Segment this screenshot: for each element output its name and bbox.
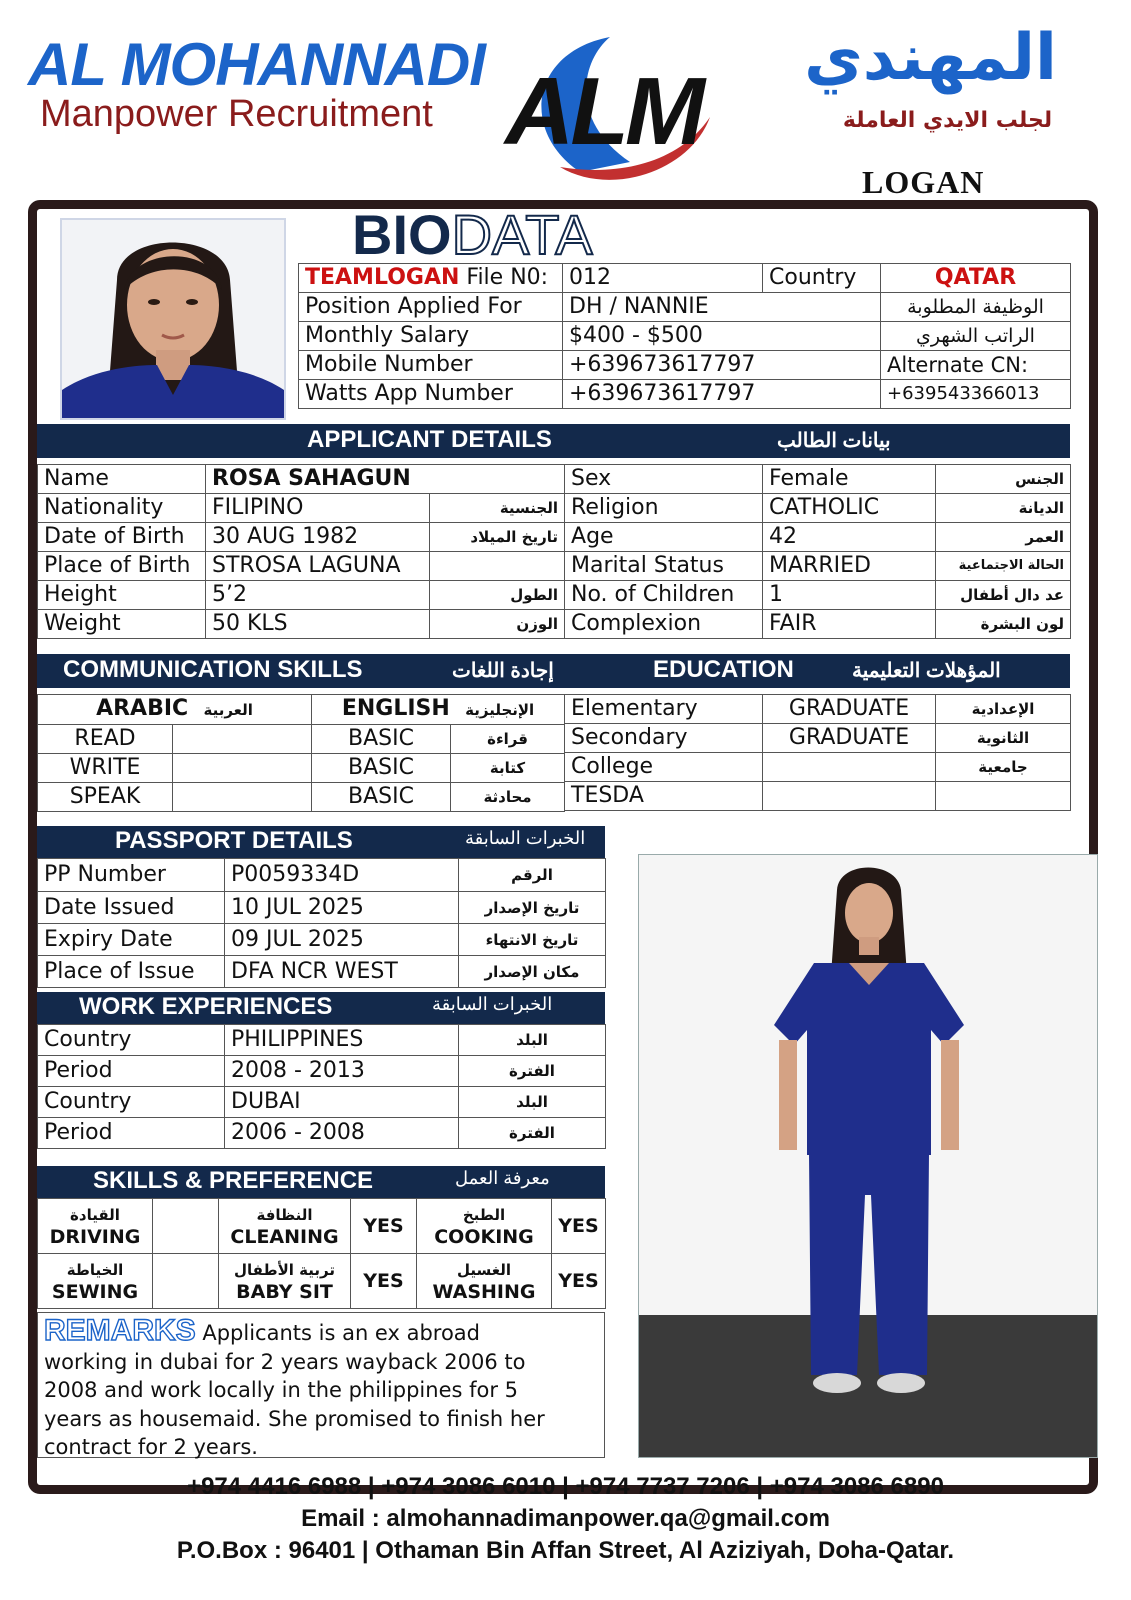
complexion-label-ar: لون البشرة: [936, 610, 1071, 639]
age-value: 42: [763, 523, 936, 552]
name-label: Name: [38, 465, 206, 494]
weight-label: Weight: [38, 610, 206, 639]
applicant-headshot: [60, 218, 286, 420]
read-english-level: BASIC: [312, 725, 451, 754]
passport-field-label: Date Issued: [38, 892, 225, 924]
position-value: DH / NANNIE: [563, 293, 881, 322]
education-level: Secondary: [565, 724, 763, 753]
skill-sewing: الخياطة SEWING: [38, 1254, 153, 1309]
skills-bar: [37, 1166, 605, 1198]
passport-details-bar: [37, 826, 605, 858]
skill-babysit: تربية الأطفال BABY SIT: [219, 1254, 351, 1309]
communication-title-ar: إجادة اللغات: [452, 660, 554, 682]
passport-field-label-ar: الرقم: [459, 859, 606, 892]
salary-value: $400 - $500: [563, 322, 881, 351]
biodata-title: BIODATA: [352, 203, 593, 266]
dob-label: Date of Birth: [38, 523, 206, 552]
work-table: [37, 1024, 606, 1149]
company-tagline-en: Manpower Recruitment: [40, 93, 433, 135]
pob-value: STROSA LAGUNA: [206, 552, 430, 581]
education-level: TESDA: [565, 782, 763, 811]
sex-label-ar: الجنس: [936, 465, 1071, 494]
religion-label-ar: الديانة: [936, 494, 1071, 523]
education-table: [564, 694, 1071, 811]
marital-value: MARRIED: [763, 552, 936, 581]
footer-address: P.O.Box : 96401 | Othaman Bin Affan Street, Al Aziziyah, Doha-Qatar.: [176, 1537, 955, 1564]
position-label-ar: الوظيفة المطلوبة: [881, 293, 1071, 322]
passport-number: P0059334D: [225, 859, 459, 892]
arabic-header: ARABIC العربية: [38, 695, 312, 725]
passport-field-label: PP Number: [38, 859, 225, 892]
communication-title: COMMUNICATION SKILLS: [63, 656, 363, 683]
work-field-label: Country: [38, 1087, 225, 1118]
complexion-label: Complexion: [565, 610, 763, 639]
passport-field-label-ar: تاريخ الانتهاء: [459, 924, 606, 956]
position-table: [298, 263, 1071, 409]
nationality-value: FILIPINO: [206, 494, 430, 523]
remarks-line: contract for 2 years.: [44, 1435, 258, 1459]
country-value: QATAR: [881, 264, 1071, 293]
remarks-line: working in dubai for 2 years wayback 2006 to: [44, 1349, 526, 1374]
name-value: ROSA SAHAGUN: [206, 465, 565, 494]
skill-washing: الغسيل WASHING: [417, 1254, 552, 1309]
remarks-line: Applicants is an ex abroad: [202, 1321, 481, 1345]
whatsapp-value: +639673617797: [563, 380, 881, 409]
applicant-details-title: APPLICANT DETAILS: [307, 426, 552, 453]
age-label: Age: [565, 523, 763, 552]
company-tagline-ar: لجلب الايدي العاملة: [842, 108, 1053, 133]
communication-education-bar: [37, 654, 1070, 688]
age-label-ar: العمر: [936, 523, 1071, 552]
mobile-label: Mobile Number: [299, 351, 563, 380]
work-country: PHILIPPINES: [225, 1025, 459, 1056]
footer-email: Email : almohannadimanpower.qa@gmail.com: [301, 1505, 830, 1532]
skills-title: SKILLS & PREFERENCE: [93, 1167, 374, 1194]
education-level: College: [565, 753, 763, 782]
speak-english-level: BASIC: [312, 783, 451, 812]
write-label: WRITE: [38, 754, 173, 783]
remarks-line: years as housemaid. She promised to finish her: [44, 1406, 545, 1431]
education-level-ar: [936, 782, 1071, 811]
dob-value: 30 AUG 1982: [206, 523, 430, 552]
company-name-ar: المهندي: [804, 21, 1057, 95]
passport-field-label: Expiry Date: [38, 924, 225, 956]
nationality-label: Nationality: [38, 494, 206, 523]
work-field-label: Period: [38, 1118, 225, 1149]
education-status: GRADUATE: [763, 695, 936, 724]
skill-washing-value: YES: [552, 1254, 606, 1309]
applicant-details-title-ar: بيانات الطالب: [777, 430, 891, 452]
education-title: EDUCATION: [653, 656, 794, 683]
work-field-label-ar: الفترة: [459, 1056, 606, 1087]
alternate-label: Alternate CN:: [881, 351, 1071, 380]
nationality-label-ar: الجنسية: [430, 494, 565, 523]
passport-place-of-issue: DFA NCR WEST: [225, 956, 459, 988]
work-title-ar: الخبرات السابقة: [432, 994, 553, 1014]
whatsapp-label: Watts App Number: [299, 380, 563, 409]
english-header: ENGLISH الإنجليزية: [312, 695, 565, 725]
file-number-label: TEAMLOGAN File N0:: [299, 264, 563, 293]
passport-expiry-date: 09 JUL 2025: [225, 924, 459, 956]
country-label: Country: [763, 264, 881, 293]
work-period: 2006 - 2008: [225, 1118, 459, 1149]
mobile-value: +639673617797: [563, 351, 881, 380]
work-field-label-ar: الفترة: [459, 1118, 606, 1149]
skill-cleaning-value: YES: [351, 1199, 417, 1254]
education-title-ar: المؤهلات التعليمية: [852, 660, 1001, 682]
children-label: No. of Children: [565, 581, 763, 610]
marital-label-ar: الحالة الاجتماعية: [936, 552, 1071, 581]
communication-table: [37, 694, 565, 812]
speak-label-ar: محادثة: [451, 783, 565, 812]
education-level-ar: الثانوية: [936, 724, 1071, 753]
education-status: GRADUATE: [763, 724, 936, 753]
education-level: Elementary: [565, 695, 763, 724]
skills-table: [37, 1198, 606, 1309]
passport-field-label-ar: مكان الإصدار: [459, 956, 606, 988]
work-country: DUBAI: [225, 1087, 459, 1118]
passport-field-label-ar: تاريخ الإصدار: [459, 892, 606, 924]
height-label-ar: الطول: [430, 581, 565, 610]
agency-name: LOGAN: [862, 164, 985, 200]
pob-label: Place of Birth: [38, 552, 206, 581]
remarks-box: [37, 1312, 605, 1458]
work-field-label-ar: البلد: [459, 1025, 606, 1056]
alm-logo: ALM: [505, 58, 701, 165]
read-label: READ: [38, 725, 173, 754]
applicant-details-bar: [37, 424, 1070, 458]
skill-cooking-value: YES: [552, 1199, 606, 1254]
education-status: [763, 782, 936, 811]
passport-title-ar: الخبرات السابقة: [465, 828, 586, 848]
skill-babysit-value: YES: [351, 1254, 417, 1309]
weight-label-ar: الوزن: [430, 610, 565, 639]
skill-sewing-value: [153, 1254, 219, 1309]
work-field-label-ar: البلد: [459, 1087, 606, 1118]
write-arabic-level: [173, 754, 312, 783]
applicant-full-body-photo: [638, 854, 1098, 1458]
skill-driving-value: [153, 1199, 219, 1254]
marital-label: Marital Status: [565, 552, 763, 581]
position-label: Position Applied For: [299, 293, 563, 322]
weight-value: 50 KLS: [206, 610, 430, 639]
passport-title: PASSPORT DETAILS: [115, 827, 353, 854]
dob-label-ar: تاريخ الميلاد: [430, 523, 565, 552]
children-label-ar: عد دال أطفال: [936, 581, 1071, 610]
file-number-value: 012: [563, 264, 763, 293]
alternate-value: +639543366013: [881, 380, 1071, 409]
passport-table: [37, 858, 606, 988]
company-name-en: AL MOHANNADI: [28, 31, 485, 98]
skill-cleaning: النظافة CLEANING: [219, 1199, 351, 1254]
remarks-line: 2008 and work locally in the philippines for 5: [44, 1378, 519, 1402]
work-title: WORK EXPERIENCES: [79, 993, 333, 1020]
education-level-ar: الإعدادية: [936, 695, 1071, 724]
skills-title-ar: معرفة العمل: [455, 1168, 550, 1188]
speak-arabic-level: [173, 783, 312, 812]
sex-value: Female: [763, 465, 936, 494]
religion-label: Religion: [565, 494, 763, 523]
height-value: 5’2: [206, 581, 430, 610]
sex-label: Sex: [565, 465, 763, 494]
religion-value: CATHOLIC: [763, 494, 936, 523]
salary-label-ar: الراتب الشهري: [881, 322, 1071, 351]
read-arabic-level: [173, 725, 312, 754]
work-field-label: Country: [38, 1025, 225, 1056]
footer-phones: +974 4416 6988 | +974 3086 6010 | +974 7737 7206 | +974 3086 6890: [187, 1473, 944, 1500]
children-value: 1: [763, 581, 936, 610]
education-level-ar: جامعية: [936, 753, 1071, 782]
work-period: 2008 - 2013: [225, 1056, 459, 1087]
height-label: Height: [38, 581, 206, 610]
passport-field-label: Place of Issue: [38, 956, 225, 988]
speak-label: SPEAK: [38, 783, 173, 812]
complexion-value: FAIR: [763, 610, 936, 639]
write-label-ar: كتابة: [451, 754, 565, 783]
skill-driving: القيادة DRIVING: [38, 1199, 153, 1254]
pob-label-ar: [430, 552, 565, 581]
applicant-table: [37, 464, 1071, 639]
education-status: [763, 753, 936, 782]
salary-label: Monthly Salary: [299, 322, 563, 351]
read-label-ar: قراءة: [451, 725, 565, 754]
work-experience-bar: [37, 992, 605, 1024]
skill-cooking: الطبخ COOKING: [417, 1199, 552, 1254]
write-english-level: BASIC: [312, 754, 451, 783]
work-field-label: Period: [38, 1056, 225, 1087]
remarks-title: REMARKS: [44, 1314, 196, 1347]
passport-issued-date: 10 JUL 2025: [225, 892, 459, 924]
